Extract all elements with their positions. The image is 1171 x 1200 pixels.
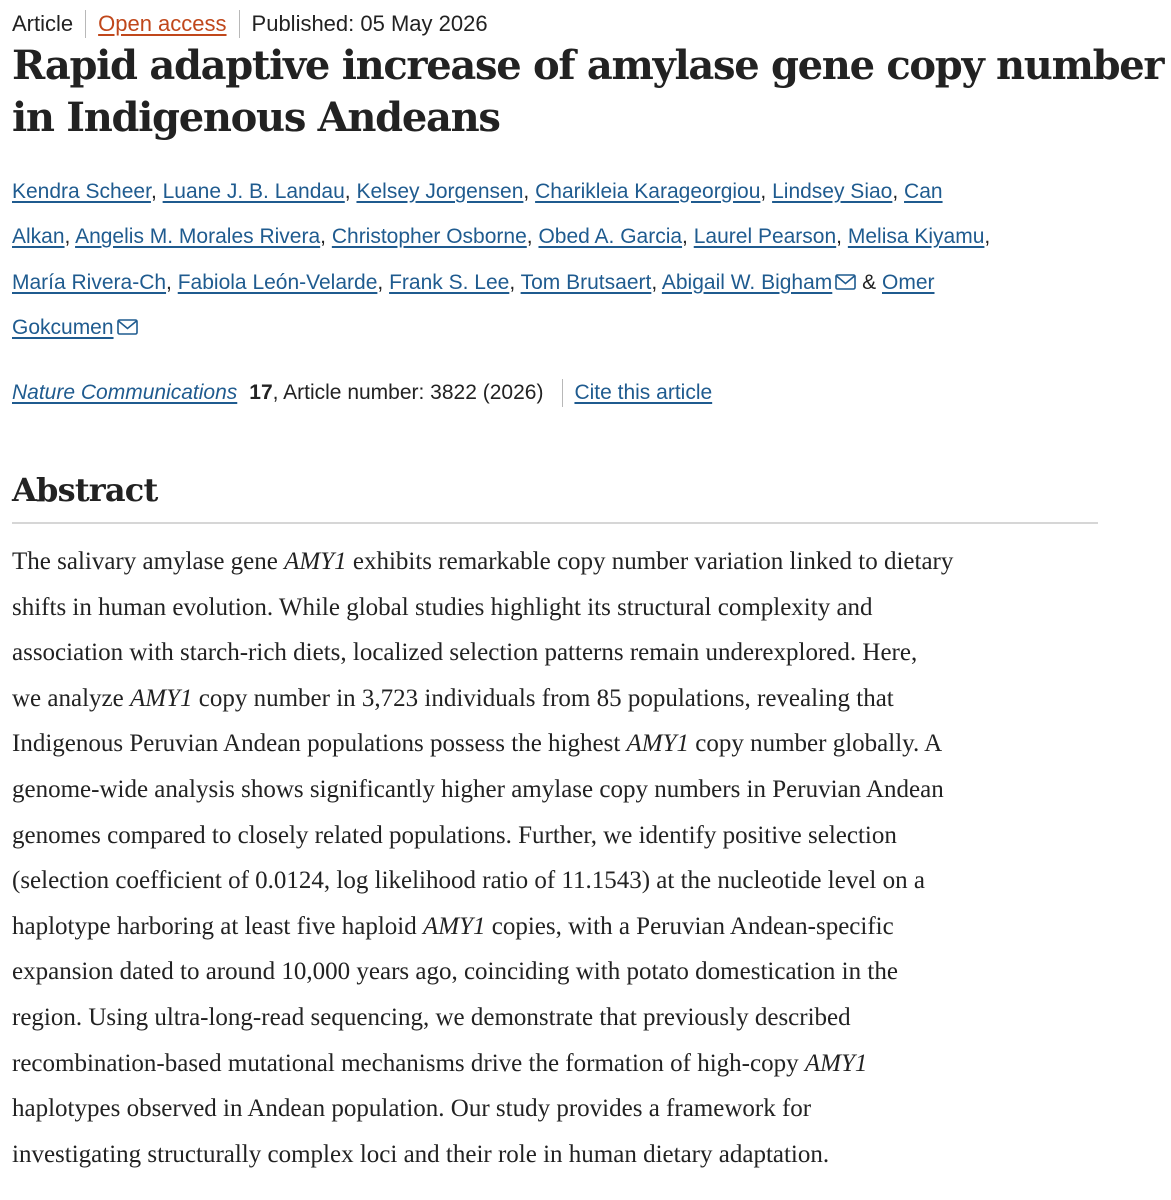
abstract-line: haplotype harboring at least five haploid AMY1 copies, with a Peruvian Andean-specific — [12, 912, 894, 940]
author-link[interactable]: Charikleia Karageorgiou — [535, 180, 761, 203]
gene-name: AMY1 — [804, 1049, 868, 1077]
author-link[interactable]: Lindsey Siao — [772, 180, 893, 203]
author-link[interactable]: Melisa Kiyamu — [847, 225, 985, 249]
abstract-divider — [12, 522, 1098, 524]
author-link[interactable]: Omer — [882, 270, 935, 294]
gene-name: AMY1 — [129, 684, 193, 712]
email-icon[interactable] — [117, 319, 138, 335]
author-link[interactable]: Abigail W. Bigham — [661, 270, 833, 294]
article-type: Article — [12, 11, 74, 36]
title-line: Rapid adaptive increase of amylase gene copy number — [12, 42, 1164, 89]
title-line: in Indigenous Andeans — [12, 94, 500, 141]
abstract-line: we analyze AMY1 copy number in 3,723 individuals from 85 populations, revealing that — [12, 684, 894, 712]
abstract-line: Indigenous Peruvian Andean populations possess the highest AMY1 copy number globally. A — [12, 730, 943, 758]
author-link[interactable]: Alkan — [12, 225, 65, 249]
author-link[interactable]: Obed A. Garcia — [538, 225, 683, 249]
author-link[interactable]: Laurel Pearson — [693, 225, 837, 249]
abstract-line: The salivary amylase gene AMY1 exhibits remarkable copy number variation linked to dietary — [12, 548, 954, 575]
meta-divider — [239, 10, 240, 38]
author-link[interactable]: Kendra Scheer — [12, 180, 151, 203]
author-link[interactable]: Christopher Osborne — [331, 225, 527, 249]
author-line: María Rivera-Ch, Fabiola León-Velarde, Frank S. Lee, Tom Brutsaert, Abigail W. Bigham & Omer — [12, 270, 935, 294]
cite-article-link[interactable]: Cite this article — [574, 381, 713, 404]
author-list — [12, 169, 1112, 350]
journal-divider — [562, 379, 563, 407]
article-title — [12, 40, 1164, 144]
author-link[interactable]: Angelis M. Morales Rivera — [75, 225, 321, 249]
abstract-line: genomes compared to closely related populations. Further, we identify positive selection — [12, 821, 897, 849]
abstract-line: region. Using ultra-long-read sequencing, we demonstrate that previously described — [12, 1003, 851, 1031]
author-link[interactable]: Tom Brutsaert — [520, 270, 652, 294]
gene-name: AMY1 — [284, 548, 347, 575]
abstract-heading: Abstract — [12, 471, 158, 509]
abstract-line: haplotypes observed in Andean population. Our study provides a framework for — [12, 1095, 812, 1123]
author-line: Alkan, Angelis M. Morales Rivera, Christopher Osborne, Obed A. Garcia, Laurel Pearson, Melisa Kiyamu, — [12, 225, 991, 249]
author-link[interactable]: Luane J. B. Landau — [162, 180, 345, 203]
author-line: Kendra Scheer, Luane J. B. Landau, Kelsey Jorgensen, Charikleia Karageorgiou, Lindsey Siao, Can — [12, 180, 943, 203]
abstract-line: investigating structurally complex loci and their role in human dietary adaptation. — [12, 1140, 830, 1168]
author-link[interactable]: Frank S. Lee — [389, 270, 510, 294]
author-line — [12, 305, 1112, 350]
journal-link[interactable]: Nature Communications — [12, 381, 238, 404]
article-number: , Article number: 3822 (2026) — [272, 381, 544, 404]
abstract-text — [12, 539, 1142, 1177]
abstract-line: recombination-based mutational mechanisms drive the formation of high-copy AMY1 — [12, 1049, 868, 1077]
abstract-line: genome-wide analysis shows significantly higher amylase copy numbers in Peruvian Andean — [12, 775, 944, 803]
abstract-line: expansion dated to around 10,000 years ago, coinciding with potato domestication in the — [12, 958, 898, 986]
gene-name: AMY1 — [423, 912, 486, 940]
author-link[interactable]: Fabiola León-Velarde — [177, 270, 378, 294]
abstract-line: shifts in human evolution. While global studies highlight its structural complexity and — [12, 593, 873, 621]
author-link[interactable]: Gokcumen — [12, 315, 114, 339]
author-link[interactable]: María Rivera-Ch — [12, 270, 167, 294]
author-link[interactable]: Can — [904, 180, 943, 203]
meta-divider — [85, 10, 86, 38]
journal-volume: 17 — [249, 381, 273, 404]
email-icon[interactable] — [835, 274, 856, 290]
journal-citation — [12, 378, 712, 408]
author-link[interactable]: Kelsey Jorgensen — [356, 180, 524, 203]
gene-name: AMY1 — [626, 730, 690, 758]
open-access-link[interactable]: Open access — [98, 11, 227, 36]
abstract-line: (selection coefficient of 0.0124, log likelihood ratio of 11.1543) at the nucleotide level on a — [12, 867, 925, 895]
article-meta — [12, 9, 488, 39]
published-date: Published: 05 May 2026 — [251, 11, 488, 36]
ampersand: & — [862, 270, 877, 294]
abstract-line: association with starch-rich diets, localized selection patterns remain underexplored. Here, — [12, 639, 918, 667]
